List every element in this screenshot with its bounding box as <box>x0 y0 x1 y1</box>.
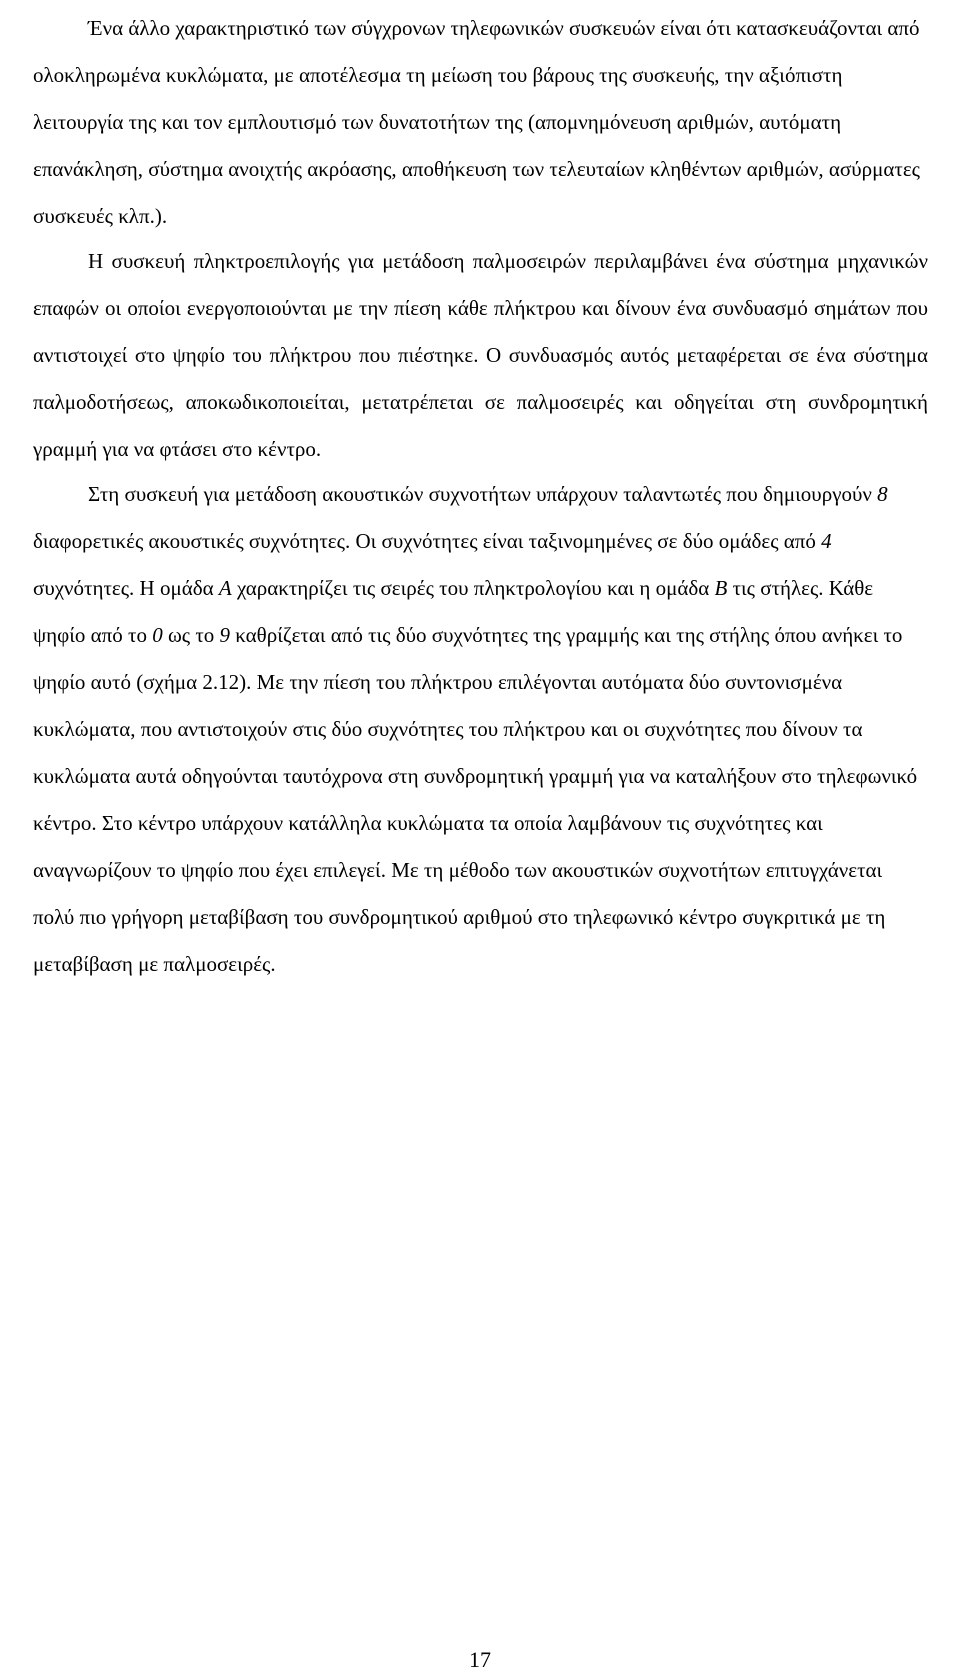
paragraph-3-digit-9: 9 <box>219 623 231 647</box>
paragraph-3-text: διαφορετικές ακουστικές συχνότητες. Οι συχνότητες είναι ταξινομημένες σε δύο ομάδες από <box>33 529 822 553</box>
paragraph-2-text: Η συσκευή πληκτροεπιλογής για μετάδοση παλμοσειρών περιλαμβάνει ένα σύστημα μηχανικών επαφών οι οποίοι ενεργοποιούνται με την πίεση κάθε πλήκτρου και δίνουν ένα συνδυασμό σημάτων που αντιστοιχεί στο ψηφίο του πλήκτρου που πιέστηκε. Ο συνδυασμός αυτός μεταφέρεται σε ένα σύστημα παλμοδοτήσεως, αποκωδικοποιείται, μετατρέπεται σε παλμοσειρές και οδηγείται στη συνδρομητική γραμμή για να φτάσει στο κέντρο. <box>33 249 928 461</box>
paragraph-3-text: χαρακτηρίζει τις σειρές του πληκτρολογίου και η ομάδα <box>231 576 715 600</box>
paragraph-3-text: τις στήλες. Κάθε ψηφίο από το <box>33 576 874 647</box>
paragraph-3-group-b: Β <box>714 576 728 600</box>
paragraph-1-text: Ένα άλλο χαρακτηριστικό των σύγχρονων τηλεφωνικών συσκευών είναι ότι κατασκευάζονται από ολοκληρωμένα κυκλώματα, με αποτέλεσμα τη μείωση του βάρους της συσκευής, την αξιόπιστη λειτουργία της και τον εμπλουτισμό των δυνατοτήτων της (απομνημόνευση αριθμών, αυτόματη επανάκληση, σύστημα ανοιχτής ακρόασης, αποθήκευση των τελευταίων κληθέντων αριθμών, ασύρματες συσκευές κλπ.). <box>33 16 920 228</box>
paragraph-3-digit-0: 0 <box>152 623 163 647</box>
paragraph-2 <box>33 238 928 473</box>
page-number: 17 <box>469 1647 491 1672</box>
paragraph-3-number-8: 8 <box>877 482 888 506</box>
paragraph-3 <box>33 471 928 988</box>
paragraph-1 <box>33 5 928 240</box>
paragraph-3-text: ως το <box>162 623 220 647</box>
body-text <box>33 0 928 988</box>
paragraph-3-text: Στη συσκευή για μετάδοση ακουστικών συχνοτήτων υπάρχουν ταλαντωτές που δημιουργούν <box>88 482 878 506</box>
paragraph-3-number-4: 4 <box>821 529 832 553</box>
paragraph-3-group-a: Α <box>218 576 232 600</box>
paragraph-3-text: συχνότητες. Η ομάδα <box>33 576 219 600</box>
paragraph-3-text: καθρίζεται από τις δύο συχνότητες της γραμμής και της στήλης όπου ανήκει το ψηφίο αυτό (σχήμα 2.12). Με την πίεση του πλήκτρου επιλέγονται αυτόματα δύο συντονισμένα κυκλώματα, που αντιστοιχούν στις δύο συχνότητες του πλήκτρου και οι συχνότητες που δίνουν τα κυκλώματα αυτά οδηγούνται ταυτόχρονα στη συνδρομητική γραμμή για να καταλήξουν στο τηλεφωνικό κέντρο. Στο κέντρο υπάρχουν κατάλληλα κυκλώματα τα οποία λαμβάνουν τις συχνότητες και αναγνωρίζουν το ψηφίο που έχει επιλεγεί. Με τη μέθοδο των ακουστικών συχνοτήτων επιτυγχάνεται πολύ πιο γρήγορη μεταβίβαση του συνδρομητικού αριθμού στο τηλεφωνικό κέντρο συγκριτικά με τη μεταβίβαση με παλμοσειρές. <box>33 623 918 976</box>
